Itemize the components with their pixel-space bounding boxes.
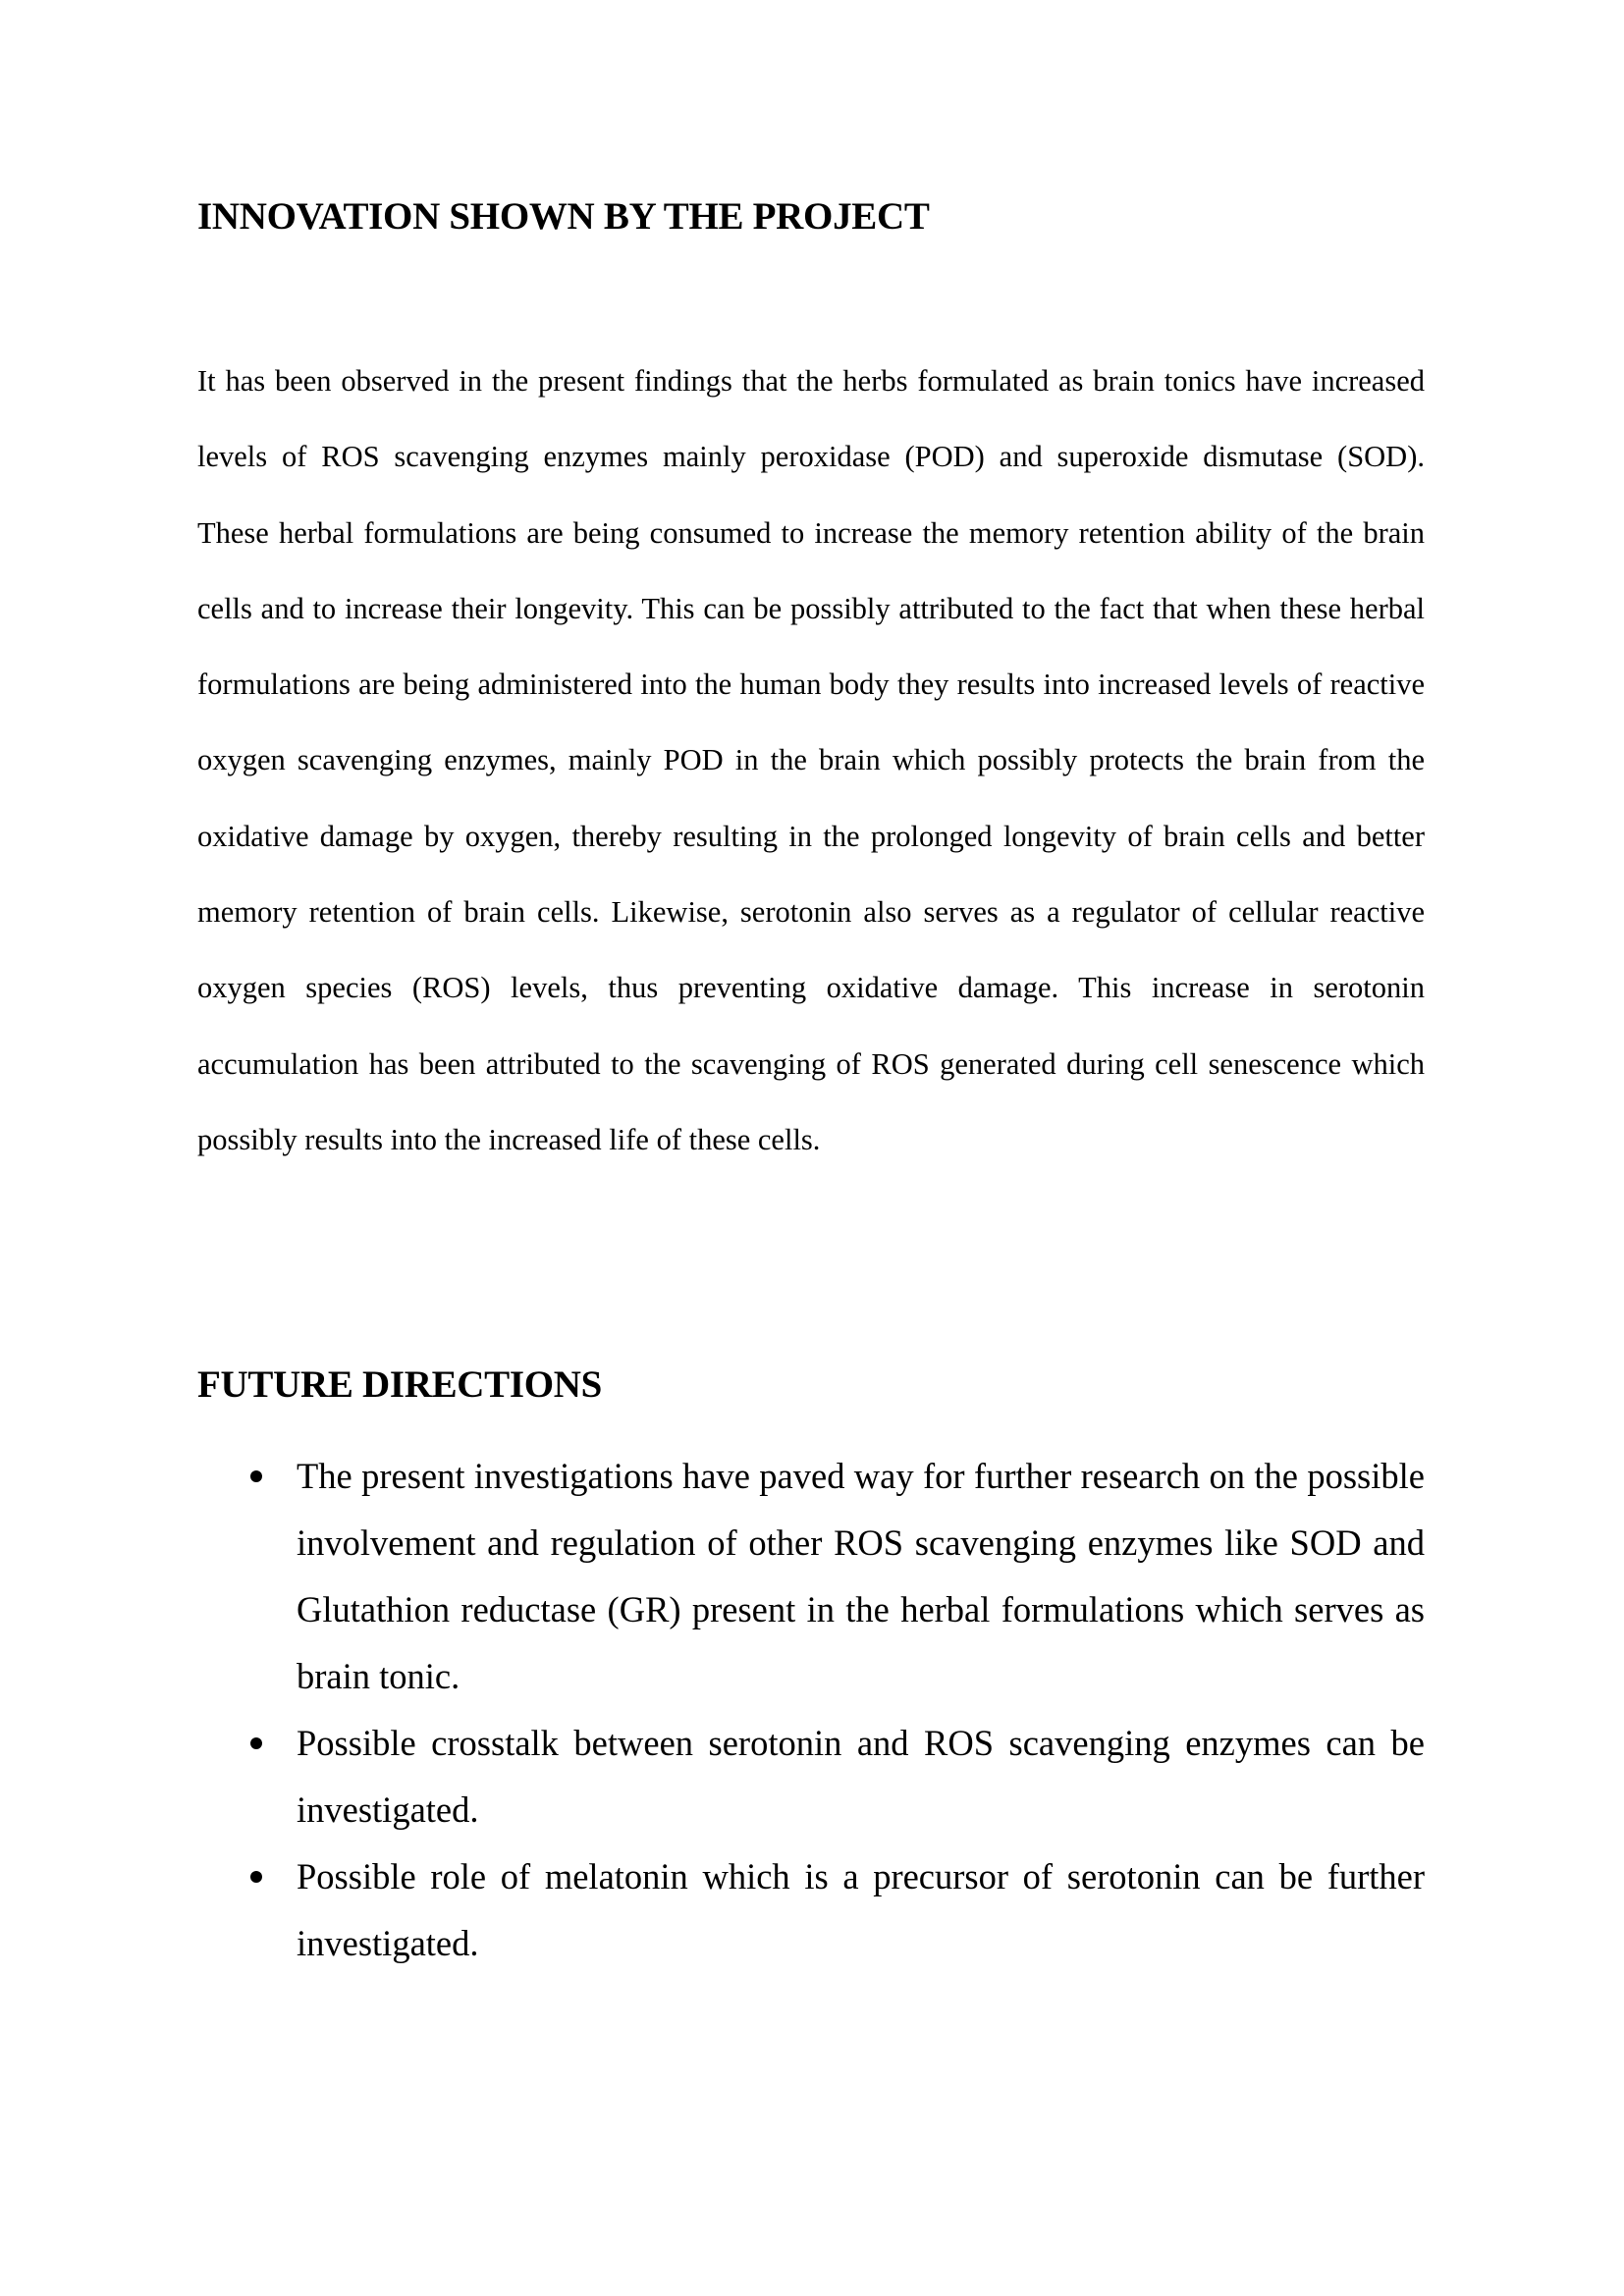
list-item-text: The present investigations have paved way for further research on the possible involvement and regulation of other ROS scavenging enzymes like SOD and Glutathion reductase (GR) present in the herbal formulations which serves as brain tonic.	[297, 1456, 1425, 1696]
bullet-icon	[250, 1871, 262, 1883]
list-item	[197, 1710, 1425, 1843]
future-directions-list	[197, 1443, 1425, 1977]
bullet-icon	[250, 1737, 262, 1749]
section-heading-innovation: INNOVATION SHOWN BY THE PROJECT	[197, 195, 930, 238]
section-heading-future-directions: FUTURE DIRECTIONS	[197, 1363, 603, 1406]
innovation-paragraph: It has been observed in the present findings that the herbs formulated as brain tonics have increased levels of ROS scavenging enzymes mainly peroxidase (POD) and superoxide dismutase (SOD). These herbal formulations are being consumed to increase the memory retention ability of the brain cells and to increase their longevity. This can be possibly attributed to the fact that when these herbal formulations are being administered into the human body they results into increased levels of reactive oxygen scavenging enzymes, mainly POD in the brain which possibly protects the brain from the oxidative damage by oxygen, thereby resulting in the prolonged longevity of brain cells and better memory retention of brain cells. Likewise, serotonin also serves as a regulator of cellular reactive oxygen species (ROS) levels, thus preventing oxidative damage. This increase in serotonin accumulation has been attributed to the scavenging of ROS generated during cell senescence which possibly results into the increased life of these cells.	[197, 364, 1425, 1156]
list-item-text: Possible role of melatonin which is a precursor of serotonin can be further investigated.	[297, 1856, 1425, 1963]
list-item	[197, 1843, 1425, 1977]
list-item-text: Possible crosstalk between serotonin and ROS scavenging enzymes can be investigated.	[297, 1723, 1425, 1830]
list-item	[197, 1443, 1425, 1710]
bullet-icon	[250, 1470, 262, 1482]
